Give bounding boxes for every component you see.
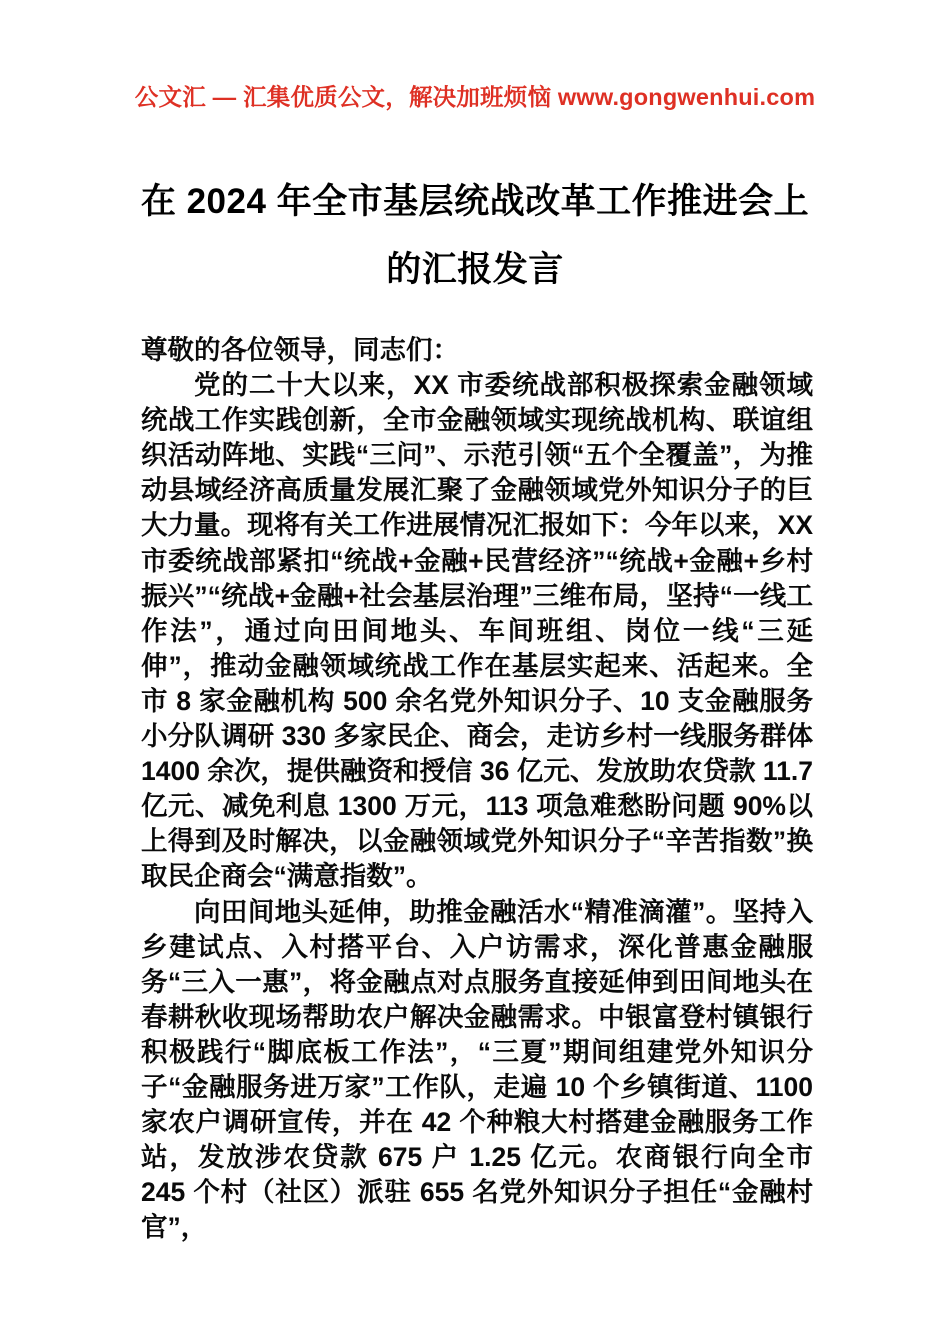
salutation-line: 尊敬的各位领导，同志们： xyxy=(141,335,459,365)
document-title xyxy=(120,168,830,304)
document-body xyxy=(141,333,813,1245)
site-watermark-header: 公文汇 — 汇集优质公文，解决加班烦恼 www.gongwenhui.com xyxy=(134,84,816,110)
body-paragraph-2: 向田间地头延伸，助推金融活水“精准滴灌”。坚持入乡建试点、入村搭平台、入户访需求，深化普惠金融服务“三入一惠”，将金融点对点服务直接延伸到田间地头在春耕秋收现场帮助农户解决金融需求。中银富登村镇银行积极践行“脚底板工作法”，“三夏”期间组建党外知识分子“金融服务进万家”工作队，走遍 10 个乡镇街道、1100 家农户调研宣传，并在 42 个种粮大村搭建金融服务工作站，发放涉农贷款 675 户 1.25 亿元。农商银行向全市 245 个村（社区）派驻 655 名党外知识分子担任“金融村官”， xyxy=(141,896,813,1243)
document-title-line-1: 在 2024 年全市基层统战改革工作推进会上 xyxy=(140,182,810,221)
document-title-line-2: 的汇报发言 xyxy=(386,250,564,289)
body-paragraph-1: 党的二十大以来，XX 市委统战部积极探索金融领域统战工作实践创新，全市金融领域实现统战机构、联谊组织活动阵地、实践“三问”、示范引领“五个全覆盖”，为推动县域经济高质量发展汇聚了金融领域党外知识分子的巨大力量。现将有关工作进展情况汇报如下：今年以来，XX 市委统战部紧扣“统战+金融+民营经济”“统战+金融+乡村振兴”“统战+金融+社会基层治理”三维布局，坚持“一线工作法”，通过向田间地头、车间班组、岗位一线“三延伸”，推动金融领域统战工作在基层实起来、活起来。全市 8 家金融机构 500 余名党外知识分子、10 支金融服务小分队调研 330 多家民企、商会，走访乡村一线服务群体 1400 余次，提供融资和授信 36 亿元、发放助农贷款 11.7 亿元、减免利息 1300 万元，113 项急难愁盼问题 90%以上得到及时解决，以金融领域党外知识分子“辛苦指数”换取民企商会“满意指数”。 xyxy=(141,370,813,892)
